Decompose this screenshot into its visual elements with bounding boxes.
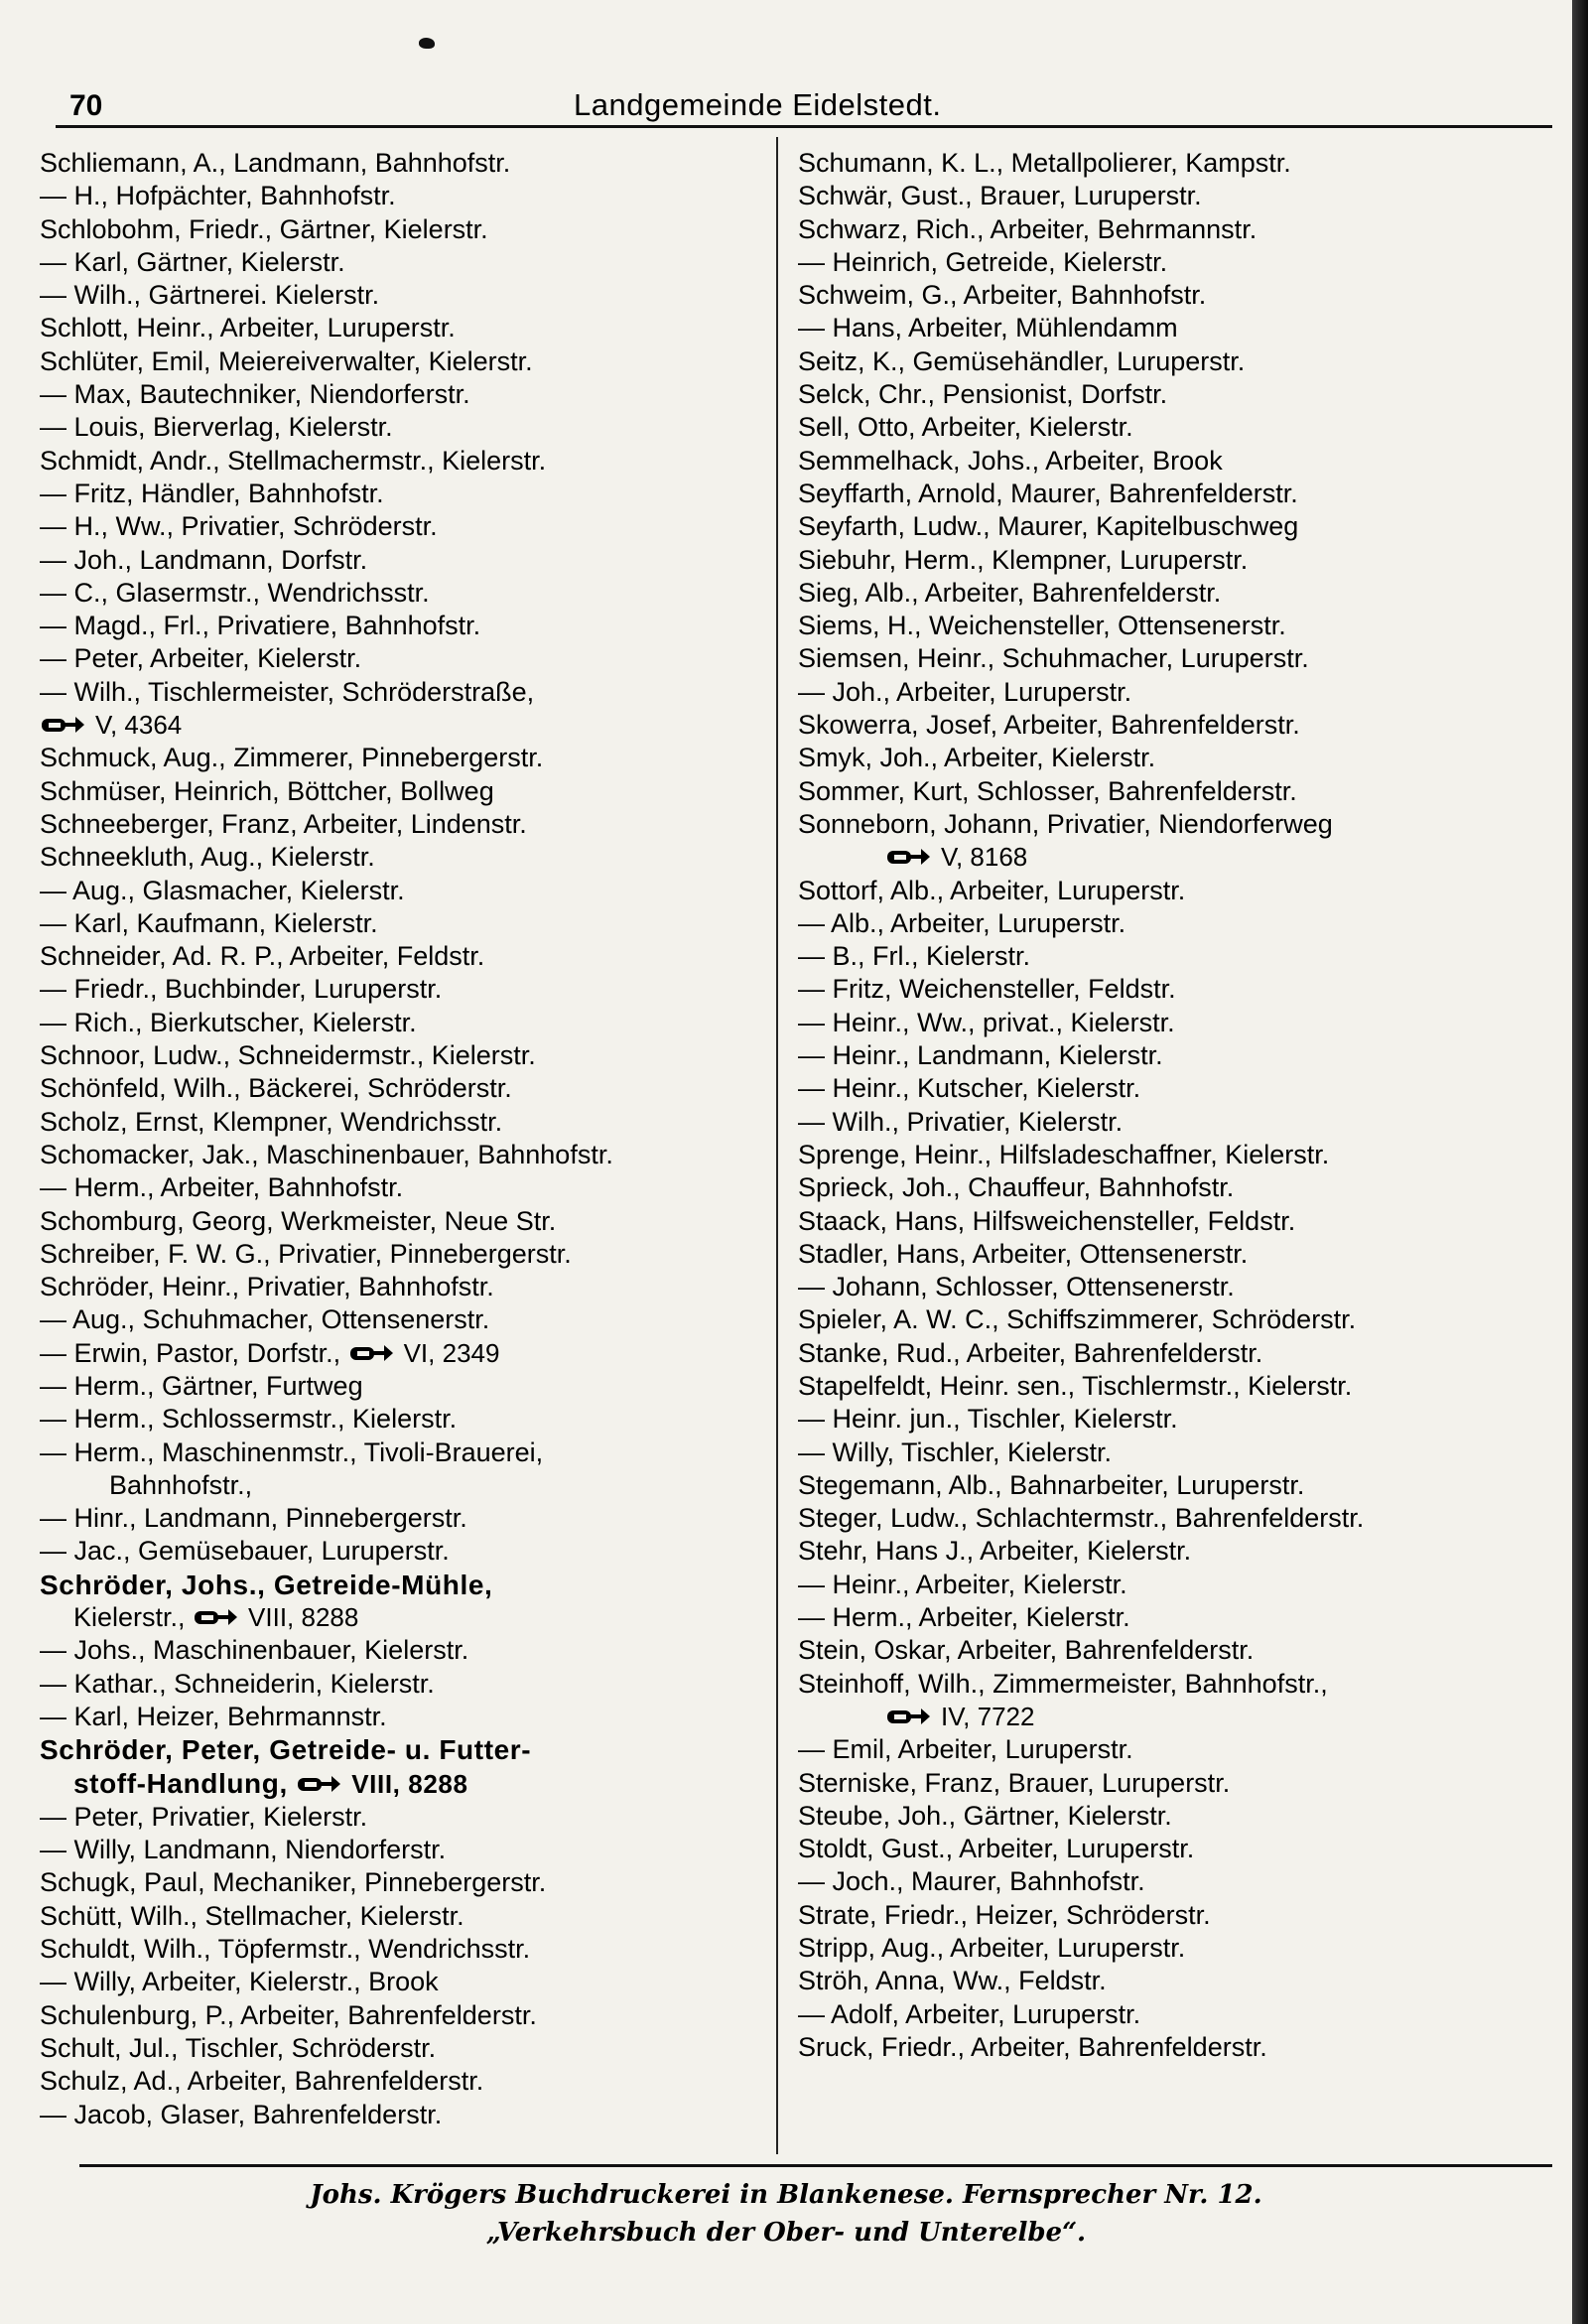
entry-text: Schugk, Paul, Mechaniker, Pinnebergerstr. [40,1867,547,1898]
entry-text: Ströh, Anna, Ww., Feldstr. [798,1966,1107,1996]
directory-entry [40,1171,780,1204]
phone-number: V, 8168 [941,842,1028,873]
directory-entry [40,775,780,808]
directory-entry [798,808,1562,841]
entry-text: — Friedr., Buchbinder, Luruperstr. [40,974,443,1005]
entry-text: — Heinr., Kutscher, Kielerstr. [798,1073,1141,1104]
directory-entry [40,510,780,543]
directory-entry [40,1866,780,1899]
directory-entry [798,875,1562,907]
directory-entry [40,147,780,180]
directory-entry [798,1039,1562,1072]
entry-text: Schlobohm, Friedr., Gärtner, Kielerstr. [40,213,488,244]
directory-entry [798,510,1562,543]
directory-entry [798,709,1562,742]
entry-text: Schomburg, Georg, Werkmeister, Neue Str. [40,1205,557,1236]
directory-entry [40,940,780,973]
entry-text: — Joch., Maurer, Bahnhofstr. [798,1866,1145,1897]
directory-entry [798,642,1562,675]
entry-text: Stegemann, Alb., Bahnarbeiter, Luruperstr. [798,1469,1305,1500]
page-number: 70 [69,89,103,122]
right-column [798,147,1562,2064]
entry-text: Sprieck, Joh., Chauffeur, Bahnhofstr. [798,1172,1235,1203]
entry-text: Smyk, Joh., Arbeiter, Kielerstr. [798,743,1156,773]
entry-text: Sterniske, Franz, Brauer, Luruperstr. [798,1767,1231,1798]
entry-text: Seyfarth, Ludw., Maurer, Kapitelbuschweg [798,511,1299,542]
directory-entry [798,2031,1562,2064]
entry-text: Seitz, K., Gemüsehändler, Luruperstr. [798,345,1246,376]
footer-line-2: „Verkehrsbuch der Ober- und Unterelbe“. [485,2218,1087,2248]
entry-text: Stapelfeldt, Heinr. sen., Tischlermstr., Kielerstr. [798,1370,1353,1401]
directory-entry [798,1899,1562,1932]
entry-text: — Willy, Landmann, Niendorferstr. [40,1835,447,1865]
entry-text: — Herm., Arbeiter, Kielerstr. [798,1602,1130,1633]
scan-edge [1572,0,1588,2324]
entry-text: — Hinr., Landmann, Pinnebergerstr. [40,1503,467,1534]
directory-entry [798,1535,1562,1568]
entry-text: — Emil, Arbeiter, Luruperstr. [798,1734,1133,1765]
telephone-icon [885,1706,931,1727]
directory-entry [798,610,1562,642]
entry-text: Steinhoff, Wilh., Zimmermeister, Bahnhofstr., [798,1668,1328,1699]
directory-entry [40,1469,780,1502]
entry-text: Sruck, Friedr., Arbeiter, Bahrenfelderstr. [798,2031,1267,2062]
directory-entry [798,1701,1562,1733]
directory-entry [798,1502,1562,1535]
directory-entry [40,742,780,774]
directory-entry [40,213,780,246]
directory-entry [40,1933,780,1966]
directory-entry [40,1039,780,1072]
directory-entry [798,577,1562,610]
directory-entry [40,180,780,212]
entry-text: — Herm., Maschinenmstr., Tivoli-Brauerei, [40,1436,544,1467]
entry-text: — Jacob, Glaser, Bahrenfelderstr. [40,2099,443,2129]
directory-entry [798,1370,1562,1403]
directory-entry [40,2065,780,2098]
telephone-icon [193,1606,238,1628]
directory-entry [40,1601,780,1634]
directory-entry [798,940,1562,973]
entry-text: — Peter, Privatier, Kielerstr. [40,1801,368,1832]
directory-entry [40,1007,780,1039]
phone-number: VIII, 8288 [248,1602,359,1633]
header-rule [56,125,1552,128]
entry-text: — Heinr., Ww., privat., Kielerstr. [798,1007,1175,1037]
entry-text: Schulenburg, P., Arbeiter, Bahrenfelderstr. [40,1999,537,2030]
directory-entry [40,1436,780,1469]
directory-entry [40,478,780,510]
entry-text: Schliemann, A., Landmann, Bahnhofstr. [40,148,511,178]
directory-entry [798,1271,1562,1303]
entry-text: Stripp, Aug., Arbeiter, Luruperstr. [798,1933,1186,1964]
entry-text: — Hans, Arbeiter, Mühlendamm [798,313,1178,343]
directory-entry [40,1999,780,2032]
entry-text: Schröder, Johs., Getreide-Mühle, [40,1569,493,1600]
directory-entry [40,2032,780,2065]
directory-entry [798,147,1562,180]
directory-entry [40,907,780,940]
directory-entry [798,841,1562,874]
telephone-icon [885,846,931,868]
entry-text: Stehr, Hans J., Arbeiter, Kielerstr. [798,1536,1192,1567]
entry-text: Stoldt, Gust., Arbeiter, Luruperstr. [798,1834,1195,1864]
directory-entry [798,1469,1562,1502]
directory-entry [798,445,1562,478]
entry-text: Schmidt, Andr., Stellmachermstr., Kielerstr. [40,445,547,476]
phone-number: IV, 7722 [941,1701,1035,1731]
entry-text: Stein, Oskar, Arbeiter, Bahrenfelderstr. [798,1635,1255,1666]
entry-text: Selck, Chr., Pensionist, Dorfstr. [798,379,1168,410]
entry-text: — Karl, Heizer, Behrmannstr. [40,1701,387,1731]
entry-text: — Fritz, Weichensteller, Feldstr. [798,974,1176,1005]
entry-text: Schwarz, Rich., Arbeiter, Behrmannstr. [798,213,1257,244]
directory-entry [40,1569,780,1601]
directory-entry [40,1634,780,1667]
directory-entry [798,1106,1562,1139]
entry-text: — H., Ww., Privatier, Schröderstr. [40,511,438,542]
entry-text: — Erwin, Pastor, Dorfstr., [40,1337,348,1368]
directory-entry [40,577,780,610]
entry-text: — Alb., Arbeiter, Luruperstr. [798,907,1126,938]
directory-entry [40,1205,780,1238]
directory-entry [40,544,780,577]
directory-entry [40,1966,780,1998]
entry-text: Sottorf, Alb., Arbeiter, Luruperstr. [798,875,1186,905]
directory-entry [40,1072,780,1105]
directory-entry [40,1502,780,1535]
directory-entry [798,312,1562,344]
telephone-icon [296,1773,341,1795]
directory-entry [40,642,780,675]
directory-entry [798,1139,1562,1171]
footer-rule [79,2164,1552,2167]
directory-entry [40,312,780,344]
entry-text: Stanke, Rud., Arbeiter, Bahrenfelderstr. [798,1337,1263,1368]
entry-text: — Johann, Schlosser, Ottensenerstr. [798,1272,1235,1302]
entry-text: Schütt, Wilh., Stellmacher, Kielerstr. [40,1900,464,1931]
entry-text: Siemsen, Heinr., Schuhmacher, Luruperstr. [798,643,1309,674]
directory-entry [798,1733,1562,1766]
directory-entry [40,1238,780,1271]
entry-text: Schlüter, Emil, Meiereiverwalter, Kielerstr. [40,345,533,376]
directory-entry [40,1801,780,1834]
entry-text: Sieg, Alb., Arbeiter, Bahrenfelderstr. [798,577,1222,608]
entry-text: — C., Glasermstr., Wendrichsstr. [40,577,430,608]
entry-text: — H., Hofpächter, Bahnhofstr. [40,181,396,211]
directory-entry [40,1733,780,1766]
entry-text: — B., Frl., Kielerstr. [798,941,1031,972]
footer-line-1: Johs. Krögers Buchdruckerei in Blankenese. Fernsprecher Nr. 12. [310,2180,1262,2210]
directory-entry [798,1668,1562,1701]
directory-entry [40,1106,780,1139]
directory-entry [40,1767,780,1801]
entry-text: Siebuhr, Herm., Klempner, Luruperstr. [798,544,1249,575]
entry-text: — Karl, Gärtner, Kielerstr. [40,246,345,277]
entry-text: Schröder, Heinr., Privatier, Bahnhofstr. [40,1272,494,1302]
entry-text: — Wilh., Gärtnerei. Kielerstr. [40,280,380,311]
entry-text: — Magd., Frl., Privatiere, Bahnhofstr. [40,611,481,641]
directory-entry [40,1701,780,1733]
directory-entry [798,1403,1562,1435]
entry-text: — Joh., Landmann, Dorfstr. [40,544,368,575]
entry-text: Schneekluth, Aug., Kielerstr. [40,842,375,873]
page-title: Landgemeinde Eidelstedt. [574,87,942,122]
directory-entry [798,180,1562,212]
directory-entry [798,907,1562,940]
entry-text: Strate, Friedr., Heizer, Schröderstr. [798,1899,1211,1930]
directory-entry [798,378,1562,411]
entry-text: stoff-Handlung, [73,1767,297,1799]
entry-text: — Fritz, Händler, Bahnhofstr. [40,478,384,508]
entry-text: — Willy, Tischler, Kielerstr. [798,1436,1113,1467]
directory-entry [798,1205,1562,1238]
directory-entry [40,279,780,312]
directory-entry [798,1965,1562,1997]
directory-entry [798,213,1562,246]
directory-entry [798,1833,1562,1865]
telephone-icon [348,1342,394,1364]
directory-entry [798,246,1562,279]
directory-entry [40,808,780,841]
entry-text: Staack, Hans, Hilfsweichensteller, Feldstr. [798,1205,1296,1236]
entry-text: Schmüser, Heinrich, Böttcher, Bollweg [40,775,494,806]
entry-text: — Kathar., Schneiderin, Kielerstr. [40,1668,435,1699]
entry-text: — Wilh., Tischlermeister, Schröderstraße, [40,676,535,707]
entry-text: — Heinr., Arbeiter, Kielerstr. [798,1569,1127,1599]
entry-text: — Adolf, Arbeiter, Luruperstr. [798,1998,1141,2029]
entry-text: Sommer, Kurt, Schlosser, Bahrenfelderstr. [798,775,1297,806]
entry-text: Schneider, Ad. R. P., Arbeiter, Feldstr. [40,941,485,972]
entry-text: — Louis, Bierverlag, Kielerstr. [40,412,393,443]
entry-text: Seyffarth, Arnold, Maurer, Bahrenfelderstr. [798,478,1298,508]
directory-entry [40,841,780,874]
entry-text: — Herm., Schlossermstr., Kielerstr. [40,1404,458,1435]
directory-entry [798,973,1562,1006]
directory-entry [798,544,1562,577]
entry-text: Sonneborn, Johann, Privatier, Niendorferweg [798,808,1333,839]
directory-entry [40,1403,780,1435]
directory-entry [798,1337,1562,1370]
directory-entry [798,1072,1562,1105]
entry-text: Schulz, Ad., Arbeiter, Bahrenfelderstr. [40,2066,484,2097]
entry-text: — Herm., Gärtner, Furtweg [40,1370,363,1401]
directory-entry [40,378,780,411]
directory-entry [40,1668,780,1701]
entry-text: Steger, Ludw., Schlachtermstr., Bahrenfelderstr. [798,1503,1365,1534]
directory-entry [798,676,1562,709]
phone-number: V, 4364 [95,710,183,741]
directory-entry [40,411,780,444]
directory-entry [40,676,780,709]
entry-text: Schwär, Gust., Brauer, Luruperstr. [798,181,1202,211]
directory-entry [40,1535,780,1568]
entry-text: Schnoor, Ludw., Schneidermstr., Kielerstr. [40,1040,536,1071]
left-column [40,147,780,2131]
entry-text: Semmelhack, Johs., Arbeiter, Brook [798,445,1223,476]
entry-text: Skowerra, Josef, Arbeiter, Bahrenfelderstr. [798,710,1300,741]
entry-text: — Aug., Glasmacher, Kielerstr. [40,875,405,905]
directory-entry [798,1601,1562,1634]
entry-text: Steube, Joh., Gärtner, Kielerstr. [798,1800,1172,1831]
directory-entry [40,1900,780,1933]
directory-entry [798,411,1562,444]
page-footer [0,2176,1572,2252]
directory-entry [798,279,1562,312]
directory-entry [798,1569,1562,1601]
entry-text: — Joh., Arbeiter, Luruperstr. [798,676,1132,707]
ink-speck [419,38,435,49]
directory-entry [40,1370,780,1403]
directory-entry [798,1998,1562,2031]
directory-entry [798,345,1562,378]
directory-entry [798,1800,1562,1833]
directory-entry [40,246,780,279]
directory-entry [40,610,780,642]
entry-text: Schomacker, Jak., Maschinenbauer, Bahnhofstr. [40,1139,613,1169]
entry-text: Schneeberger, Franz, Arbeiter, Lindenstr. [40,808,527,839]
directory-entry [798,1436,1562,1469]
directory-entry [798,1767,1562,1800]
directory-entry [798,1171,1562,1204]
page-header [69,83,1538,129]
directory-entry [798,775,1562,808]
directory-entry [40,1834,780,1866]
directory-entry [40,709,780,742]
entry-text: Schröder, Peter, Getreide- u. Futter- [40,1734,532,1766]
entry-text: Scholz, Ernst, Klempner, Wendrichsstr. [40,1106,503,1137]
entry-text: Schreiber, F. W. G., Privatier, Pinnebergerstr. [40,1238,572,1269]
entry-text: — Willy, Arbeiter, Kielerstr., Brook [40,1967,439,1997]
directory-entry [798,1238,1562,1271]
directory-entry [40,1337,780,1370]
entry-text: Schönfeld, Wilh., Bäckerei, Schröderstr. [40,1073,512,1104]
entry-text: Sell, Otto, Arbeiter, Kielerstr. [798,412,1133,443]
directory-entry [798,1303,1562,1336]
directory-entry [40,1139,780,1171]
entry-text: — Karl, Kaufmann, Kielerstr. [40,907,378,938]
directory-entry [40,1271,780,1303]
directory-entry [798,1865,1562,1898]
entry-text: — Peter, Arbeiter, Kielerstr. [40,643,362,674]
entry-text: — Herm., Arbeiter, Bahnhofstr. [40,1172,404,1203]
entry-text: Stadler, Hans, Arbeiter, Ottensenerstr. [798,1238,1249,1269]
entry-text: — Max, Bautechniker, Niendorferstr. [40,379,470,410]
entry-text: Schweim, G., Arbeiter, Bahnhofstr. [798,280,1207,311]
entry-text: — Wilh., Privatier, Kielerstr. [798,1106,1124,1137]
directory-entry [40,2099,780,2131]
entry-text: Bahnhofstr., [109,1469,253,1500]
directory-entry [40,445,780,478]
directory-entry [798,1007,1562,1039]
phone-number: VIII, 8288 [351,1768,468,1799]
entry-text: Schlott, Heinr., Arbeiter, Luruperstr. [40,313,456,343]
phone-number: VI, 2349 [403,1337,500,1368]
entry-text: Spieler, A. W. C., Schiffszimmerer, Schröderstr. [798,1304,1357,1335]
entry-text: Kielerstr., [73,1602,194,1633]
entry-text: Siems, H., Weichensteller, Ottensenerstr. [798,611,1286,641]
entry-text: Schumann, K. L., Metallpolierer, Kampstr. [798,148,1291,178]
entry-text: Schmuck, Aug., Zimmerer, Pinnebergerstr. [40,743,544,773]
directory-entry [798,1932,1562,1965]
directory-entry [798,1634,1562,1667]
directory-entry [40,973,780,1006]
entry-text: — Jac., Gemüsebauer, Luruperstr. [40,1536,450,1567]
directory-entry [40,875,780,907]
directory-entry [40,1303,780,1336]
entry-text: — Heinr., Landmann, Kielerstr. [798,1040,1163,1071]
directory-entry [798,478,1562,510]
entry-text: — Rich., Bierkutscher, Kielerstr. [40,1007,417,1037]
telephone-icon [40,714,85,736]
entry-text: — Heinrich, Getreide, Kielerstr. [798,246,1168,277]
directory-entry [798,742,1562,774]
entry-text: Schuldt, Wilh., Töpfermstr., Wendrichsstr. [40,1934,531,1965]
entry-text: Sprenge, Heinr., Hilfsladeschaffner, Kielerstr. [798,1139,1330,1169]
entry-text: — Heinr. jun., Tischler, Kielerstr. [798,1404,1178,1435]
entry-text: — Aug., Schuhmacher, Ottensenerstr. [40,1304,490,1335]
entry-text: Schult, Jul., Tischler, Schröderstr. [40,2032,437,2063]
entry-text: — Johs., Maschinenbauer, Kielerstr. [40,1635,469,1666]
directory-entry [40,345,780,378]
